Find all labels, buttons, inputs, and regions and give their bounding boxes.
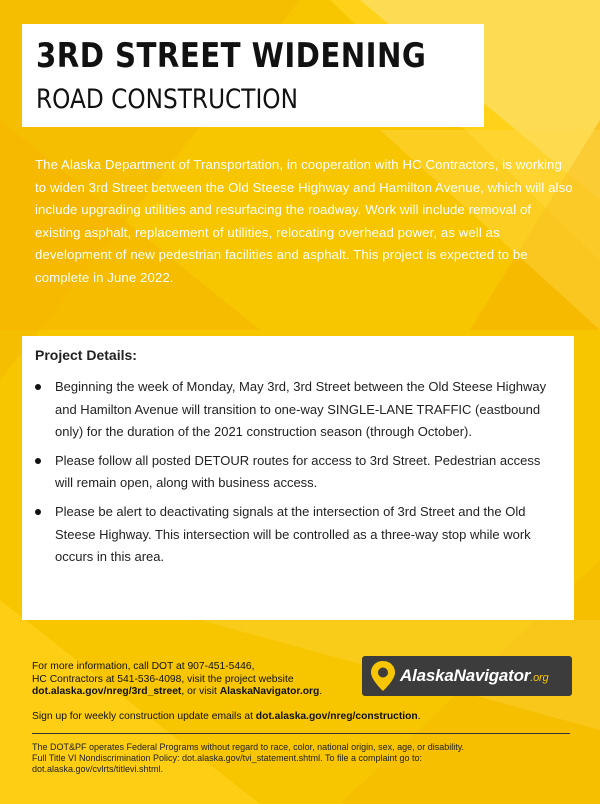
policy-line-1: The DOT&PF operates Federal Programs without regard to race, color, national origin, sex, age, or disability. [32,742,465,752]
map-pin-icon [369,660,397,692]
navigator-link[interactable]: AlaskaNavigator.org [219,686,320,698]
project-details-heading: Project Details: [35,347,137,363]
contact-info [32,661,362,699]
list-item [35,376,555,444]
intro-paragraph: The Alaska Department of Transportation, in cooperation with HC Contractors, is working to widen 3rd Street between the Old Steese Highway and Hamilton Avenue, which will also include upgrading utilities and resurfacing the roadway. Work will include removal of existing asphalt, replacement of utilities, relocating overhead power, as well as development of new pedestrian facilities and asphalt. This project is expected to be complete in June 2022. [35,157,573,285]
project-details-box [22,336,574,620]
divider [32,733,570,734]
logo-text [400,666,548,686]
policy-line-2: Full Title VI Nondiscrimination Policy: dot.alaska.gov/tvi_statement.shtml. To file a complaint go to: [32,753,423,763]
contact-line-3 [32,686,362,699]
contact-line-2: HC Contractors at 541-536-4098, visit the project website [32,673,294,685]
contact-line-1: For more information, call DOT at 907-451-5446, [32,661,255,672]
page-subtitle: ROAD CONSTRUCTION [36,84,298,115]
alaska-navigator-logo [362,656,572,696]
logo-suffix: .org [530,672,549,684]
contact-or-visit: , or visit [181,686,220,698]
contact-period: . [319,686,323,698]
title-box [22,24,484,127]
signup-link[interactable]: dot.alaska.gov/nreg/construction [255,711,418,722]
project-website-link[interactable]: dot.alaska.gov/nreg/3rd_street [32,686,182,698]
list-item-text: Beginning the week of Monday, May 3rd, 3rd Street between the Old Steese Highway and Hamilton Avenue will transition to one-way SINGLE-LANE TRAFFIC (eastbound only) for the duration of the 2021 construction season (through October). [55,379,547,440]
policy-line-3: dot.alaska.gov/cvlrts/titlevi.shtml. [32,764,164,774]
list-item [35,501,555,569]
list-item-text: Please be alert to deactivating signals at the intersection of 3rd Street and the Old Steese Highway. This intersection will be controlled as a three-way stop while work occurs in this area. [55,503,531,565]
list-item [35,450,555,495]
policy-text [32,742,577,775]
logo-name: AlaskaNavigator [400,666,531,685]
signup-text: Sign up for weekly construction update emails at [32,711,256,722]
signup-line [32,711,572,722]
project-details-list [35,376,555,575]
bullet-icon [35,384,41,390]
bullet-icon [35,509,41,515]
signup-period: . [417,711,421,722]
bullet-icon [35,458,41,464]
list-item-text: Please follow all posted DETOUR routes for access to 3rd Street. Pedestrian access will remain open, along with business access. [55,452,541,491]
page-title: 3RD STREET WIDENING [36,36,427,76]
